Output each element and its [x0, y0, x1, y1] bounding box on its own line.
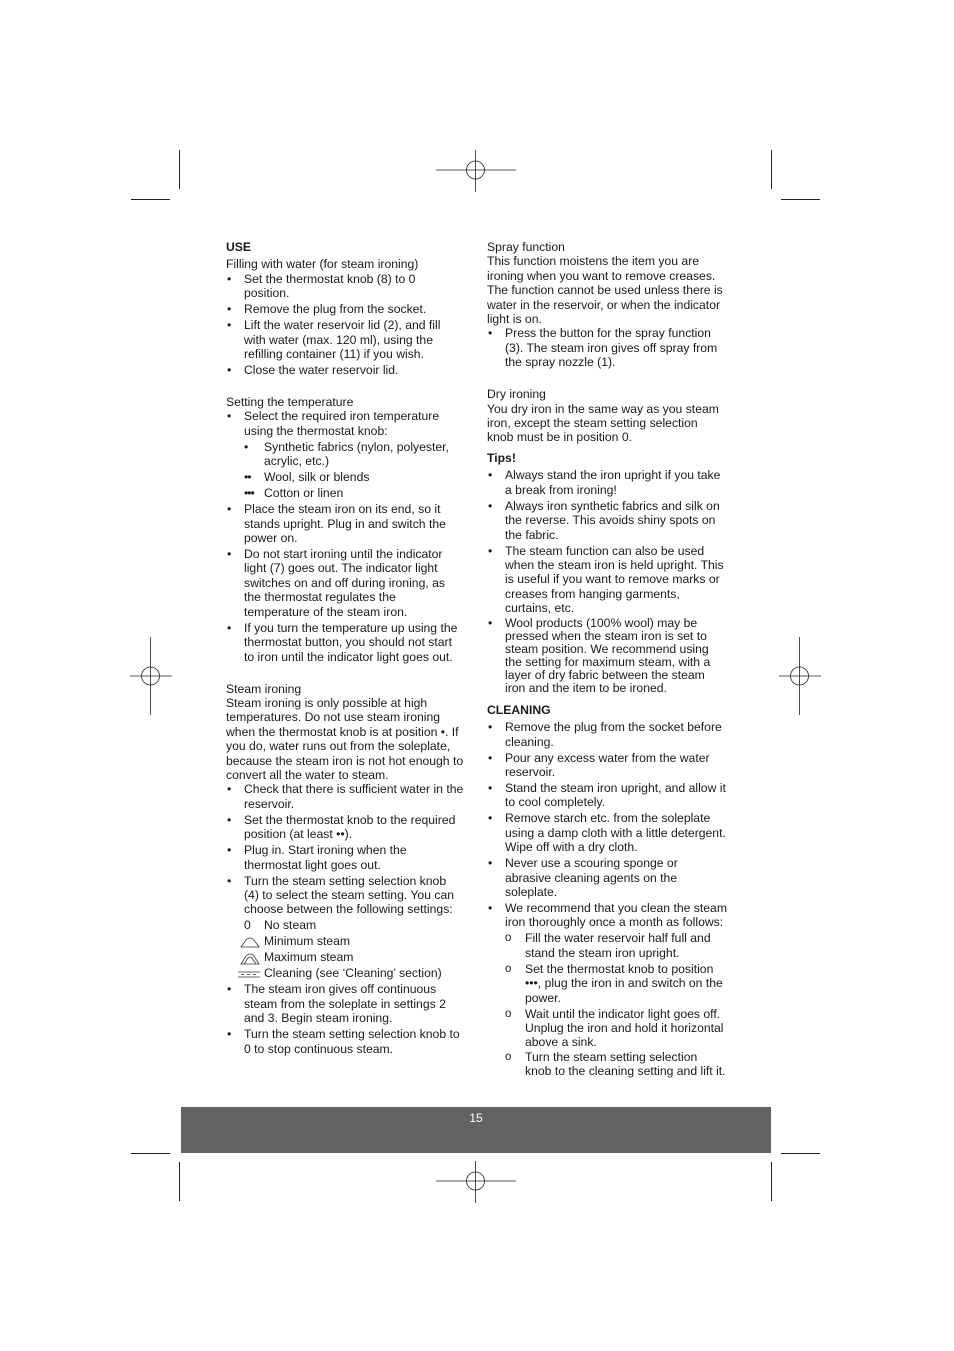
filling-list: [226, 272, 464, 378]
two-dot-mark: ••: [244, 470, 251, 485]
zero-mark: 0: [244, 918, 251, 933]
crop-mark: [179, 150, 180, 189]
steam-option: [226, 950, 464, 964]
registration-mark-right: [779, 637, 821, 715]
option-label: Synthetic fabrics (nylon, polyester, acrylic, etc.): [264, 439, 449, 469]
list-item: • Close the water reservoir lid.: [226, 363, 464, 377]
list-item: • Wool products (100% wool) may be pressed when the steam iron is set to steam position. We recommend using the setting for maximum steam, with a layer of dry fabric between the steam iron and the item to be ironed.: [487, 617, 727, 695]
temperature-list-rest: [226, 502, 464, 664]
list-item: • Check that there is sufficient water in the reservoir.: [226, 782, 464, 811]
tips-heading: Tips!: [487, 450, 516, 465]
tips-list: [487, 468, 727, 695]
crop-mark: [771, 150, 772, 189]
list-item: • Lift the water reservoir lid (2), and fill with water (max. 120 ml), using the refilling container (11) if you wish.: [226, 318, 464, 361]
steam-ironing-paragraph: Steam ironing is only possible at high temperatures. Do not use steam ironing when the thermostat knob is at position •. If you do, water runs out from the soleplate, because the steam iron is not hot enough to convert all the water to steam.: [226, 695, 464, 782]
option-label: Cotton or linen: [264, 486, 344, 501]
list-item: • Select the required iron temperature using the thermostat knob:: [226, 409, 464, 438]
list-item: o Set the thermostat knob to position •••, plug the iron in and switch on the power.: [505, 962, 727, 1005]
steam-option: [226, 934, 464, 948]
registration-mark-top: [436, 150, 516, 192]
option-label: No steam: [264, 918, 317, 933]
cleaning-setting-icon: [237, 967, 261, 981]
list-item: • Stand the steam iron upright, and allow it to cool completely.: [487, 781, 727, 810]
steam-list-rest: [226, 982, 464, 1056]
dry-ironing-heading: Dry ironing: [487, 387, 546, 402]
list-item: • Turn the steam setting selection knob to 0 to stop continuous steam.: [226, 1027, 464, 1056]
cleaning-list: [487, 720, 727, 930]
list-item: • Set the thermostat knob to the required position (at least ••).: [226, 813, 464, 842]
list-item: • Place the steam iron on its end, so it stands upright. Plug in and switch the power on.: [226, 502, 464, 545]
page-number: 15: [469, 1111, 483, 1125]
list-item: • We recommend that you clean the steam iron thoroughly once a month as follows:: [487, 901, 727, 930]
list-item: • Remove the plug from the socket.: [226, 302, 464, 316]
list-item: • Always stand the iron upright if you take a break from ironing!: [487, 468, 727, 497]
list-item: • Always iron synthetic fabrics and silk on the reverse. This avoids shiny spots on the fabric.: [487, 499, 727, 542]
cleaning-sub-list: [487, 931, 727, 1078]
minimum-steam-icon: [240, 935, 260, 949]
crop-mark: [131, 1153, 170, 1154]
steam-list: [226, 782, 464, 916]
list-item: • The steam iron gives off continuous steam from the soleplate in settings 2 and 3. Begin steam ironing.: [226, 982, 464, 1025]
list-item: o Turn the steam setting selection knob to the cleaning setting and lift it.: [505, 1051, 727, 1078]
spray-paragraph: This function moistens the item you are ironing when you want to remove creases. The function cannot be used unless there is water in the reservoir, or when the indicator light is on.: [487, 254, 723, 327]
option-label: Cleaning (see ‘Cleaning’ section): [264, 966, 442, 981]
list-item: • Set the thermostat knob (8) to 0 position.: [226, 272, 464, 301]
list-item: • The steam function can also be used when the steam iron is held upright. This is useful if you want to remove marks or creases from hanging garments, curtains, etc.: [487, 544, 727, 616]
list-item: • Do not start ironing until the indicator light (7) goes out. The indicator light switches on and off during ironing, as the thermostat regulates the temperature of the steam iron.: [226, 547, 464, 619]
list-item: • Plug in. Start ironing when the thermostat light goes out.: [226, 843, 464, 872]
list-item: • Remove the plug from the socket before cleaning.: [487, 720, 727, 749]
crop-mark: [179, 1162, 180, 1201]
temperature-option: [226, 486, 464, 500]
temperature-heading: Setting the temperature: [226, 395, 354, 410]
list-item: • If you turn the temperature up using the thermostat button, you should not start to iron until the indicator light goes out.: [226, 621, 464, 664]
cleaning-heading: CLEANING: [487, 702, 551, 717]
list-item: o Fill the water reservoir half full and stand the steam iron upright.: [505, 931, 727, 960]
spray-list: [487, 326, 727, 369]
footer-band: [181, 1107, 771, 1153]
use-heading: USE: [226, 240, 252, 254]
temperature-option: [226, 470, 464, 484]
temperature-option: [226, 440, 464, 469]
list-item: o Wait until the indicator light goes off. Unplug the iron and hold it horizontal above a sink.: [505, 1007, 727, 1050]
three-dot-mark: •••: [244, 486, 254, 501]
right-column: [487, 240, 727, 1080]
spray-heading: Spray function: [487, 240, 565, 254]
option-label: Minimum steam: [264, 934, 351, 949]
list-item: • Turn the steam setting selection knob (4) to select the steam setting. You can choose between the following settings:: [226, 874, 464, 917]
steam-ironing-heading: Steam ironing: [226, 681, 302, 696]
dry-ironing-paragraph: You dry iron in the same way as you steam iron, except the steam setting selection knob must be in position 0.: [487, 401, 719, 445]
list-item: • Pour any excess water from the water reservoir.: [487, 751, 727, 780]
steam-option: [226, 966, 464, 980]
crop-mark: [771, 1162, 772, 1201]
crop-mark: [131, 199, 170, 200]
temperature-list: [226, 409, 464, 438]
option-label: Wool, silk or blends: [264, 470, 370, 485]
steam-option: [226, 918, 464, 932]
list-item: • Press the button for the spray function (3). The steam iron gives off spray from the spray nozzle (1).: [487, 326, 727, 369]
one-dot-mark: •: [244, 439, 249, 454]
registration-mark-bottom: [436, 1161, 516, 1203]
list-item: • Never use a scouring sponge or abrasive cleaning agents on the soleplate.: [487, 856, 727, 899]
left-column: [226, 240, 464, 1058]
maximum-steam-icon: [240, 951, 260, 965]
crop-mark: [781, 199, 820, 200]
filling-heading: Filling with water (for steam ironing): [226, 257, 419, 272]
crop-mark: [781, 1153, 820, 1154]
option-label: Maximum steam: [264, 950, 354, 965]
registration-mark-left: [130, 637, 172, 715]
list-item: • Remove starch etc. from the soleplate using a damp cloth with a little detergent. Wipe off with a dry cloth.: [487, 811, 727, 854]
